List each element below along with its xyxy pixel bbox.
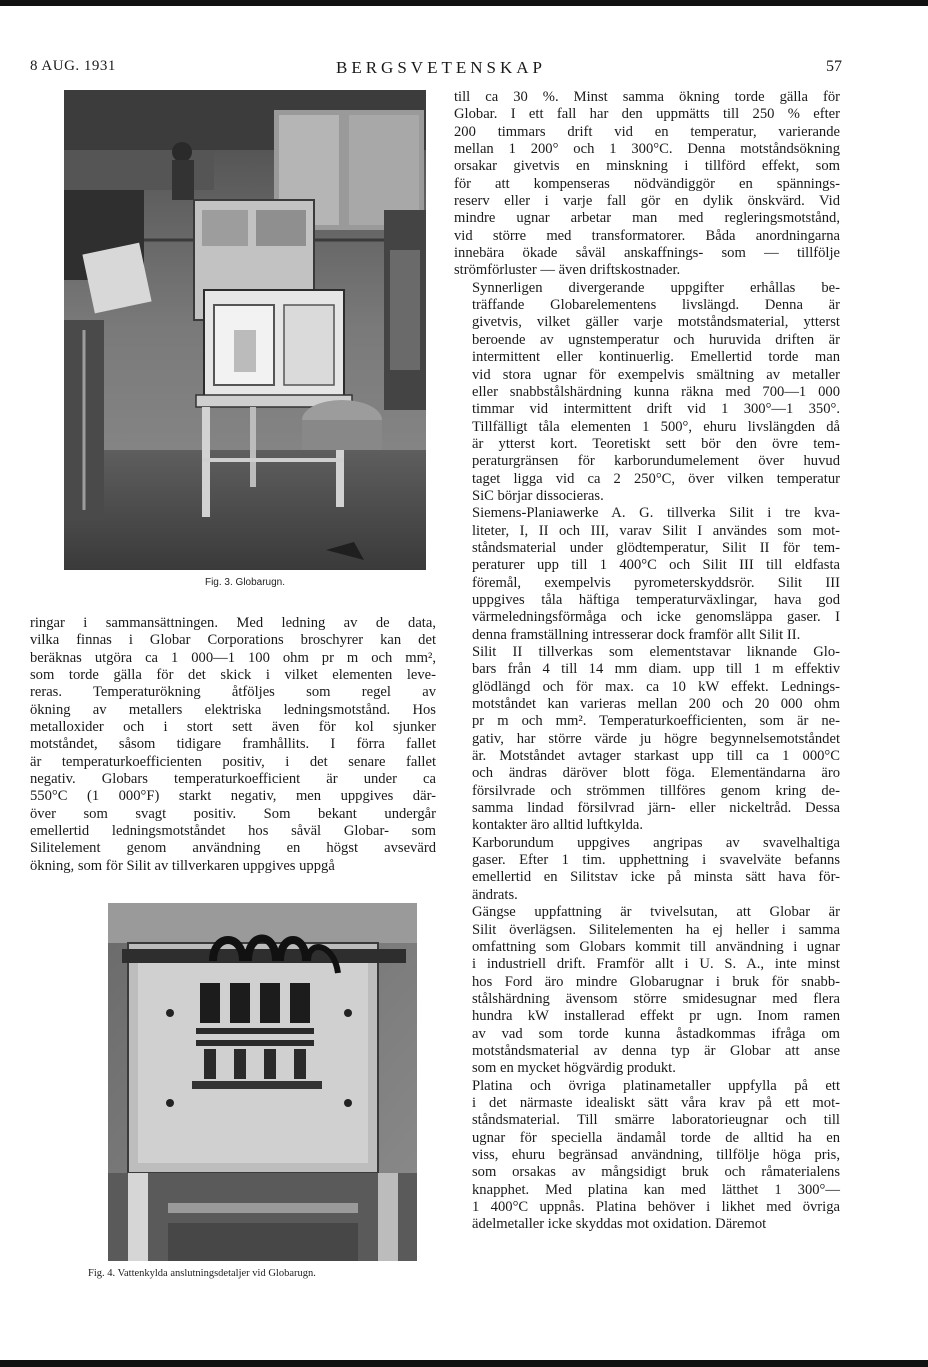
text-line: som orsakas av mångsidigt bruk och råmaterialens	[472, 1164, 840, 1181]
text-line: över som svagt positiv. Som bekant undergår	[30, 805, 436, 822]
text-line: knapphet. Med platina kan med lätthet 1 300°—	[472, 1181, 840, 1198]
paragraph	[454, 89, 840, 280]
text-line: reras. Temperaturökning åtföljes som regel av	[30, 684, 436, 701]
paragraph	[454, 835, 840, 904]
figure-3-caption: Fig. 3. Globarugn.	[204, 577, 286, 588]
text-line: vilka finnas i Globar Corporations broschyrer kan det	[30, 632, 436, 649]
text-line: motståndsmaterial av denna typ är Globar att anse	[472, 1042, 840, 1059]
paragraph	[454, 1078, 840, 1234]
connections-photo-illustration	[108, 903, 417, 1261]
issue-date: 8 AUG. 1931	[30, 58, 116, 74]
text-line: innebära ökade såväl anskaffnings- som — tillfölje	[454, 245, 840, 262]
text-line: negativ. Globars temperaturkoefficient är under ca	[30, 771, 436, 788]
text-line: Silit II tillverkas som elementstavar liknande Glo-	[472, 644, 840, 660]
paragraph	[454, 904, 840, 1077]
text-line: hundra kW installerad effekt pr ugn. Inom ramen	[472, 1008, 840, 1025]
text-line: är. Motståndet avtager starkast upp till ca 1 000°C	[472, 748, 840, 765]
text-line: som torde gälla för det skick i vilket elementen leve-	[30, 667, 436, 684]
text-line: eller snabbstålshärdning kunna räkna med 700—1 000	[472, 383, 840, 400]
text-line: för att kompenseras nödvändiggör en spännings-	[454, 175, 840, 192]
scan-border-bottom	[0, 1360, 928, 1367]
text-line: till ca 30 %. Minst samma ökning torde gälla för	[454, 89, 840, 105]
text-line: Silitelement genom användning en högst avsevärd	[30, 840, 436, 857]
text-line: Globar. I ett fall har den uppmätts till 250 % efter	[454, 106, 840, 123]
text-line: i industriell drift. Framför allt i U. S. A., inte minst	[472, 956, 840, 973]
text-line: mindre ugnar arbetar man med regleringsmotstånd,	[454, 210, 840, 227]
figure-water-cooled-connections-photo	[108, 903, 417, 1261]
text-line: beroende av ugnstemperatur och huruvida driften är	[472, 331, 840, 348]
text-line: ökning, som för Silit av tillverkaren uppgives uppgå	[30, 857, 335, 874]
text-line: Siemens-Planiawerke A. G. tillverka Silit i tre kva-	[472, 505, 840, 522]
text-line: ståndsmaterial under glödtemperatur, Silit II för tem-	[472, 539, 840, 556]
text-line: vid stora ugnar för exempelvis smältning av metaller	[472, 366, 840, 383]
paragraph	[454, 644, 840, 835]
text-line: 1 400°C uppnås. Platina behöver i likhet med övriga	[472, 1199, 840, 1215]
text-line: taget ligga vid ca 2 250°C, över vilken temperatur	[472, 470, 840, 487]
text-line: är ytterst kort. Teoretiskt sett bör den övre tem-	[472, 435, 840, 452]
text-line: SiC börjar dissocieras.	[472, 487, 604, 504]
text-line: stålshärdning ävensom större smidesugnar med flera	[472, 990, 840, 1007]
text-line: peraturgränsen för karborundumelement över huvud	[472, 453, 840, 470]
text-line: mellan 1 200° och 1 300°C. Denna motståndsökning	[454, 141, 840, 158]
text-line: bars från 4 till 14 mm diam. upp till 1 m effektiv	[472, 661, 840, 678]
text-line: glödlängd och för max. ca 10 kW effekt. Lednings-	[472, 678, 840, 695]
text-line: föremål, exempelvis pyrometerskyddsrör. Silit III	[472, 574, 840, 591]
text-line: Tillfälligt tåla elementen 1 500°, ehuru livslängden då	[472, 418, 840, 435]
text-line: träffande Globarelementens livslängd. Denna är	[472, 297, 840, 314]
text-line: uppgives tåla häftiga temperaturväxlingar, hava god	[472, 591, 840, 608]
text-line: liteter, I, II och III, varav Silit I användes som mot-	[472, 522, 840, 539]
text-line: Platina och övriga platinametaller uppfylla på ett	[472, 1077, 840, 1094]
text-line: givetvis, vilket gäller varje motståndsmaterial, ytterst	[472, 314, 840, 331]
text-line: peraturer upp till 1 400°C och Silit III till eldfasta	[472, 557, 840, 574]
text-line: hos Ford äro mindre Globarugnar i bruk för snabb-	[472, 973, 840, 990]
text-line: samma lindad försilvrad järn- eller nickeltråd. Dessa	[472, 800, 840, 817]
text-line: Karborundum uppgives angripas av svavelhaltiga	[472, 834, 840, 851]
text-line: gativ, har större värde ju högre begynnelsemotståndet	[472, 730, 840, 747]
scan-border-top	[0, 0, 928, 6]
furnace-photo-illustration	[64, 90, 426, 570]
text-line: ändrats.	[472, 886, 518, 903]
text-line: värmeledningsförmåga och icke genomsläppa gaser. I	[472, 609, 840, 626]
figure-globar-furnace-photo	[64, 90, 426, 570]
text-line: och ändras däröver blott föga. Elementändarna äro	[472, 765, 840, 782]
text-line: denna framställning intresserar dock framför allt Silit II.	[472, 626, 801, 643]
text-line: emellertid ledningsmotståndet hos såväl Globar- som	[30, 823, 436, 840]
text-line: Synnerligen divergerande uppgifter erhållas be-	[472, 279, 840, 296]
text-line: kontakter äro alltid luftkylda.	[472, 817, 644, 834]
text-line: motståndet kan varieras mellan 200 och 20 000 ohm	[472, 696, 840, 713]
text-line: vid större med transformatorer. Båda anordningarna	[454, 227, 840, 244]
text-line: metalloxider och i stort sett även för kol sjunker	[30, 719, 436, 736]
paragraph	[454, 505, 840, 644]
text-line: emellertid en Silitstav icke på minsta sätt hava för-	[472, 869, 840, 886]
text-line: ståndsmaterial. Till smärre laboratorieugnar och till	[472, 1112, 840, 1129]
paragraph	[30, 615, 436, 875]
text-line: ökning av metallers elektriska ledningsmotstånd. Hos	[30, 701, 436, 718]
figure-4-caption: Fig. 4. Vattenkylda anslutningsdetaljer vid Globarugn.	[88, 1268, 316, 1279]
text-line: intermittent eller kontinuerlig. Emellertid torde man	[472, 349, 840, 366]
text-line: pr m och mm². Temperaturkoefficienten, som är ne-	[472, 713, 840, 730]
text-line: timmar vid intermittent drift vid 1 300°—1 350°.	[472, 401, 840, 418]
text-line: viss, ehuru begränsad användning, tillfölje höga pris,	[472, 1146, 840, 1163]
text-line: ugnar för speciella ändamål torde de alltid ha en	[472, 1129, 840, 1146]
text-line: som en mycket högvärdig produkt.	[472, 1060, 676, 1077]
text-line: i det närmaste idealiskt sätt våra krav på ett mot-	[472, 1094, 840, 1111]
text-line: reserv eller i varje fall gör en dylik önskvärd. Vid	[454, 193, 840, 210]
text-line: ringar i sammansättningen. Med ledning av de data,	[30, 615, 436, 631]
text-line: Silit överlägsen. Silitelementen ha ej heller i samma	[472, 921, 840, 938]
text-line: ädelmetaller icke skyddas mot oxidation. Däremot	[472, 1216, 767, 1233]
paragraph	[454, 280, 840, 505]
right-text-column	[454, 89, 840, 1234]
journal-title: BERGSVETENSKAP	[336, 58, 546, 77]
running-head	[0, 58, 928, 80]
text-line: orsakar givetvis en minskning i tillförd effekt, som	[454, 158, 840, 175]
page-number: 57	[826, 58, 842, 75]
text-line: beräknas utgöra ca 1 000—1 100 ohm pr m och mm²,	[30, 649, 436, 666]
text-line: 550°C (1 000°F) starkt negativ, men uppgives där-	[30, 788, 436, 805]
text-line: försilvrade och strömmen tillföres genom kring de-	[472, 782, 840, 799]
text-line: motståndet, såsom tidigare framhållits. I förra fallet	[30, 736, 436, 753]
left-text-column	[30, 615, 436, 875]
text-line: gaser. Efter 1 tim. upphettning i svavelväte befanns	[472, 852, 840, 869]
text-line: Gängse uppfattning är tvivelsutan, att Globar är	[472, 904, 840, 921]
text-line: strömförluster — även driftskostnader.	[454, 262, 681, 279]
text-line: är temperaturkoefficienten positiv, i det senare fallet	[30, 753, 436, 770]
text-line: av vad som torde kunna åstadkommas ifråga om	[472, 1025, 840, 1042]
text-line: 200 timmars drift vid en temperatur, varierande	[454, 123, 840, 140]
text-line: omfattning som Globars kommit till användning i ugnar	[472, 938, 840, 955]
